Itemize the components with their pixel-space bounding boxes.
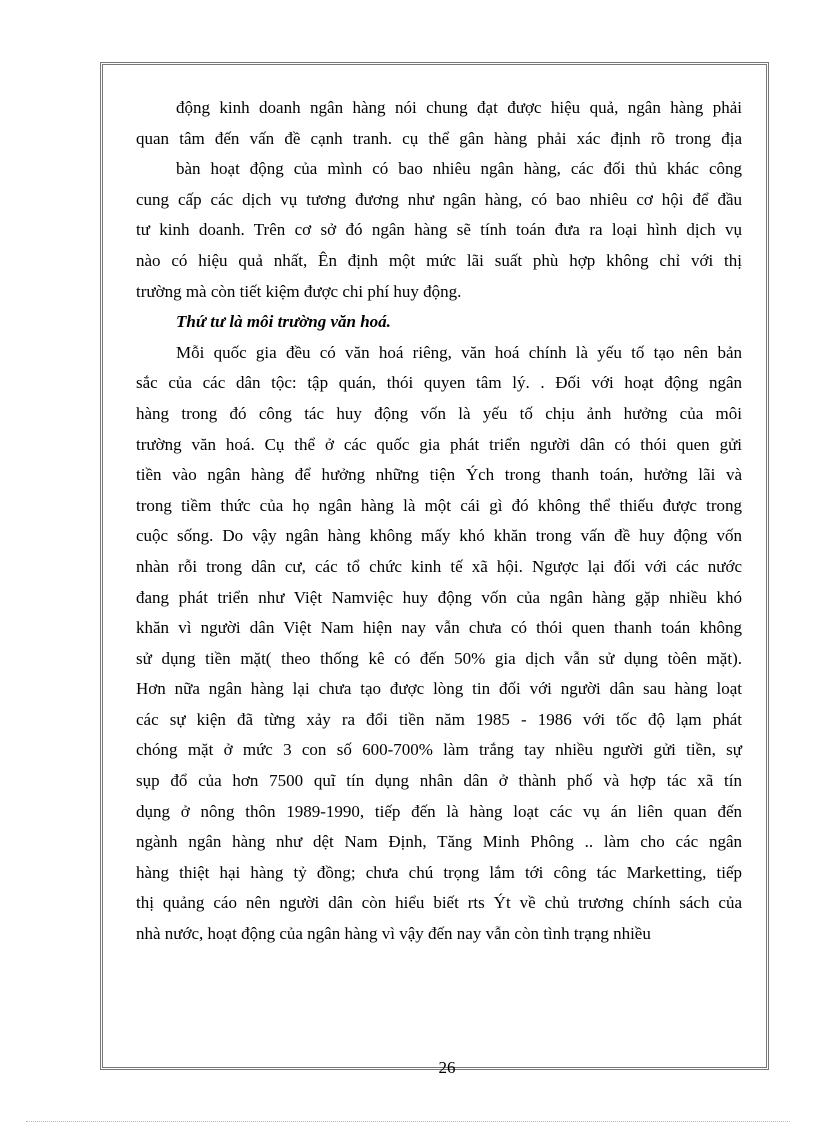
text-line: động kinh doanh ngân hàng nói chung đạt được hiệu quả, ngân hàng phải [176, 98, 742, 117]
text-line: trường mà còn tiết kiệm được chi phí huy động. [136, 281, 462, 301]
text-line: thị quảng cáo nên người dân còn hiểu biết rts Ýt về chủ trương chính sách của [136, 893, 742, 913]
page-number: 26 [438, 1058, 456, 1077]
text-line: dụng ở nông thôn 1989-1990, tiếp đến là hàng loạt các vụ án liên quan đến [136, 801, 742, 821]
text-line: cuộc sống. Do vậy ngân hàng không mấy khó khăn trong vấn đề huy động vốn [136, 526, 742, 546]
text-line: khăn vì người dân Việt Nam hiện nay vẫn chưa có thói quen thanh toán không [136, 618, 742, 638]
text-line: đang phát triển như Việt Namviệc huy động vốn của ngân hàng gặp nhiều khó [136, 587, 742, 607]
document-body [136, 93, 742, 950]
text-line: chóng mặt ở mức 3 con số 600-700% làm trắng tay nhiều người gửi tiền, sự [136, 740, 742, 760]
text-line: sắc của các dân tộc: tập quán, thói quyen tâm lý. . Đối với hoạt động ngân [136, 373, 742, 393]
section-heading: Thứ tư là môi trường văn hoá. [176, 312, 391, 332]
text-line: cung cấp các dịch vụ tương đương như ngân hàng, có bao nhiêu cơ hội để đầu [136, 189, 742, 209]
text-line: nào có hiệu quả nhất, Ên định một mức lãi suất phù hợp không chỉ với thị [136, 250, 742, 270]
page-divider [26, 1121, 790, 1122]
text-line: nhàn rỗi trong dân cư, các tổ chức kinh tế xã hội. Ngược lại đối với các nước [136, 556, 742, 576]
text-line: bàn hoạt động của mình có bao nhiêu ngân hàng, các đối thủ khác công [176, 159, 742, 179]
text-line: nhà nước, hoạt động của ngân hàng vì vậy đến nay vẫn còn tình trạng nhiều [136, 924, 651, 944]
text-line: sử dụng tiền mặt( theo thống kê có đến 50% gia dịch vẫn sử dụng tòên mặt). [136, 648, 742, 668]
text-line: quan tâm đến vấn đề cạnh tranh. cụ thể gân hàng phải xác định rõ trong địa [136, 128, 742, 148]
text-line: các sự kiện đã từng xảy ra đổi tiền năm 1985 - 1986 với tốc độ lạm phát [136, 709, 742, 729]
text-line: hàng thiệt hại hàng tỷ đồng; chưa chú trọng lắm tới công tác Marketting, tiếp [136, 862, 742, 882]
text-line: hàng trong đó công tác huy động vốn là yếu tố chịu ảnh hưởng của môi [136, 403, 742, 423]
text-line: trường văn hoá. Cụ thể ở các quốc gia phát triển người dân có thói quen gửi [136, 434, 742, 454]
text-line: tiền vào ngân hàng để hưởng những tiện Ých trong thanh toán, hưởng lãi và [136, 465, 742, 485]
text-line: ngành ngân hàng như dệt Nam Định, Tăng Minh Phông .. làm cho các ngân [136, 832, 742, 852]
text-line: Hơn nữa ngân hàng lại chưa tạo được lòng tin đối với người dân sau hàng loạt [136, 679, 742, 699]
text-line: Mỗi quốc gia đều có văn hoá riêng, văn hoá chính là yếu tố tạo nên bản [176, 342, 742, 362]
text-line: sụp đổ của hơn 7500 quĩ tín dụng nhân dân ở thành phố và hợp tác xã tín [136, 771, 742, 791]
text-line: tư kinh doanh. Trên cơ sở đó ngân hàng sẽ tính toán đưa ra loại hình dịch vụ [136, 220, 742, 240]
text-line: trong tiềm thức của họ ngân hàng là một cái gì đó không thể thiếu được trong [136, 495, 742, 515]
